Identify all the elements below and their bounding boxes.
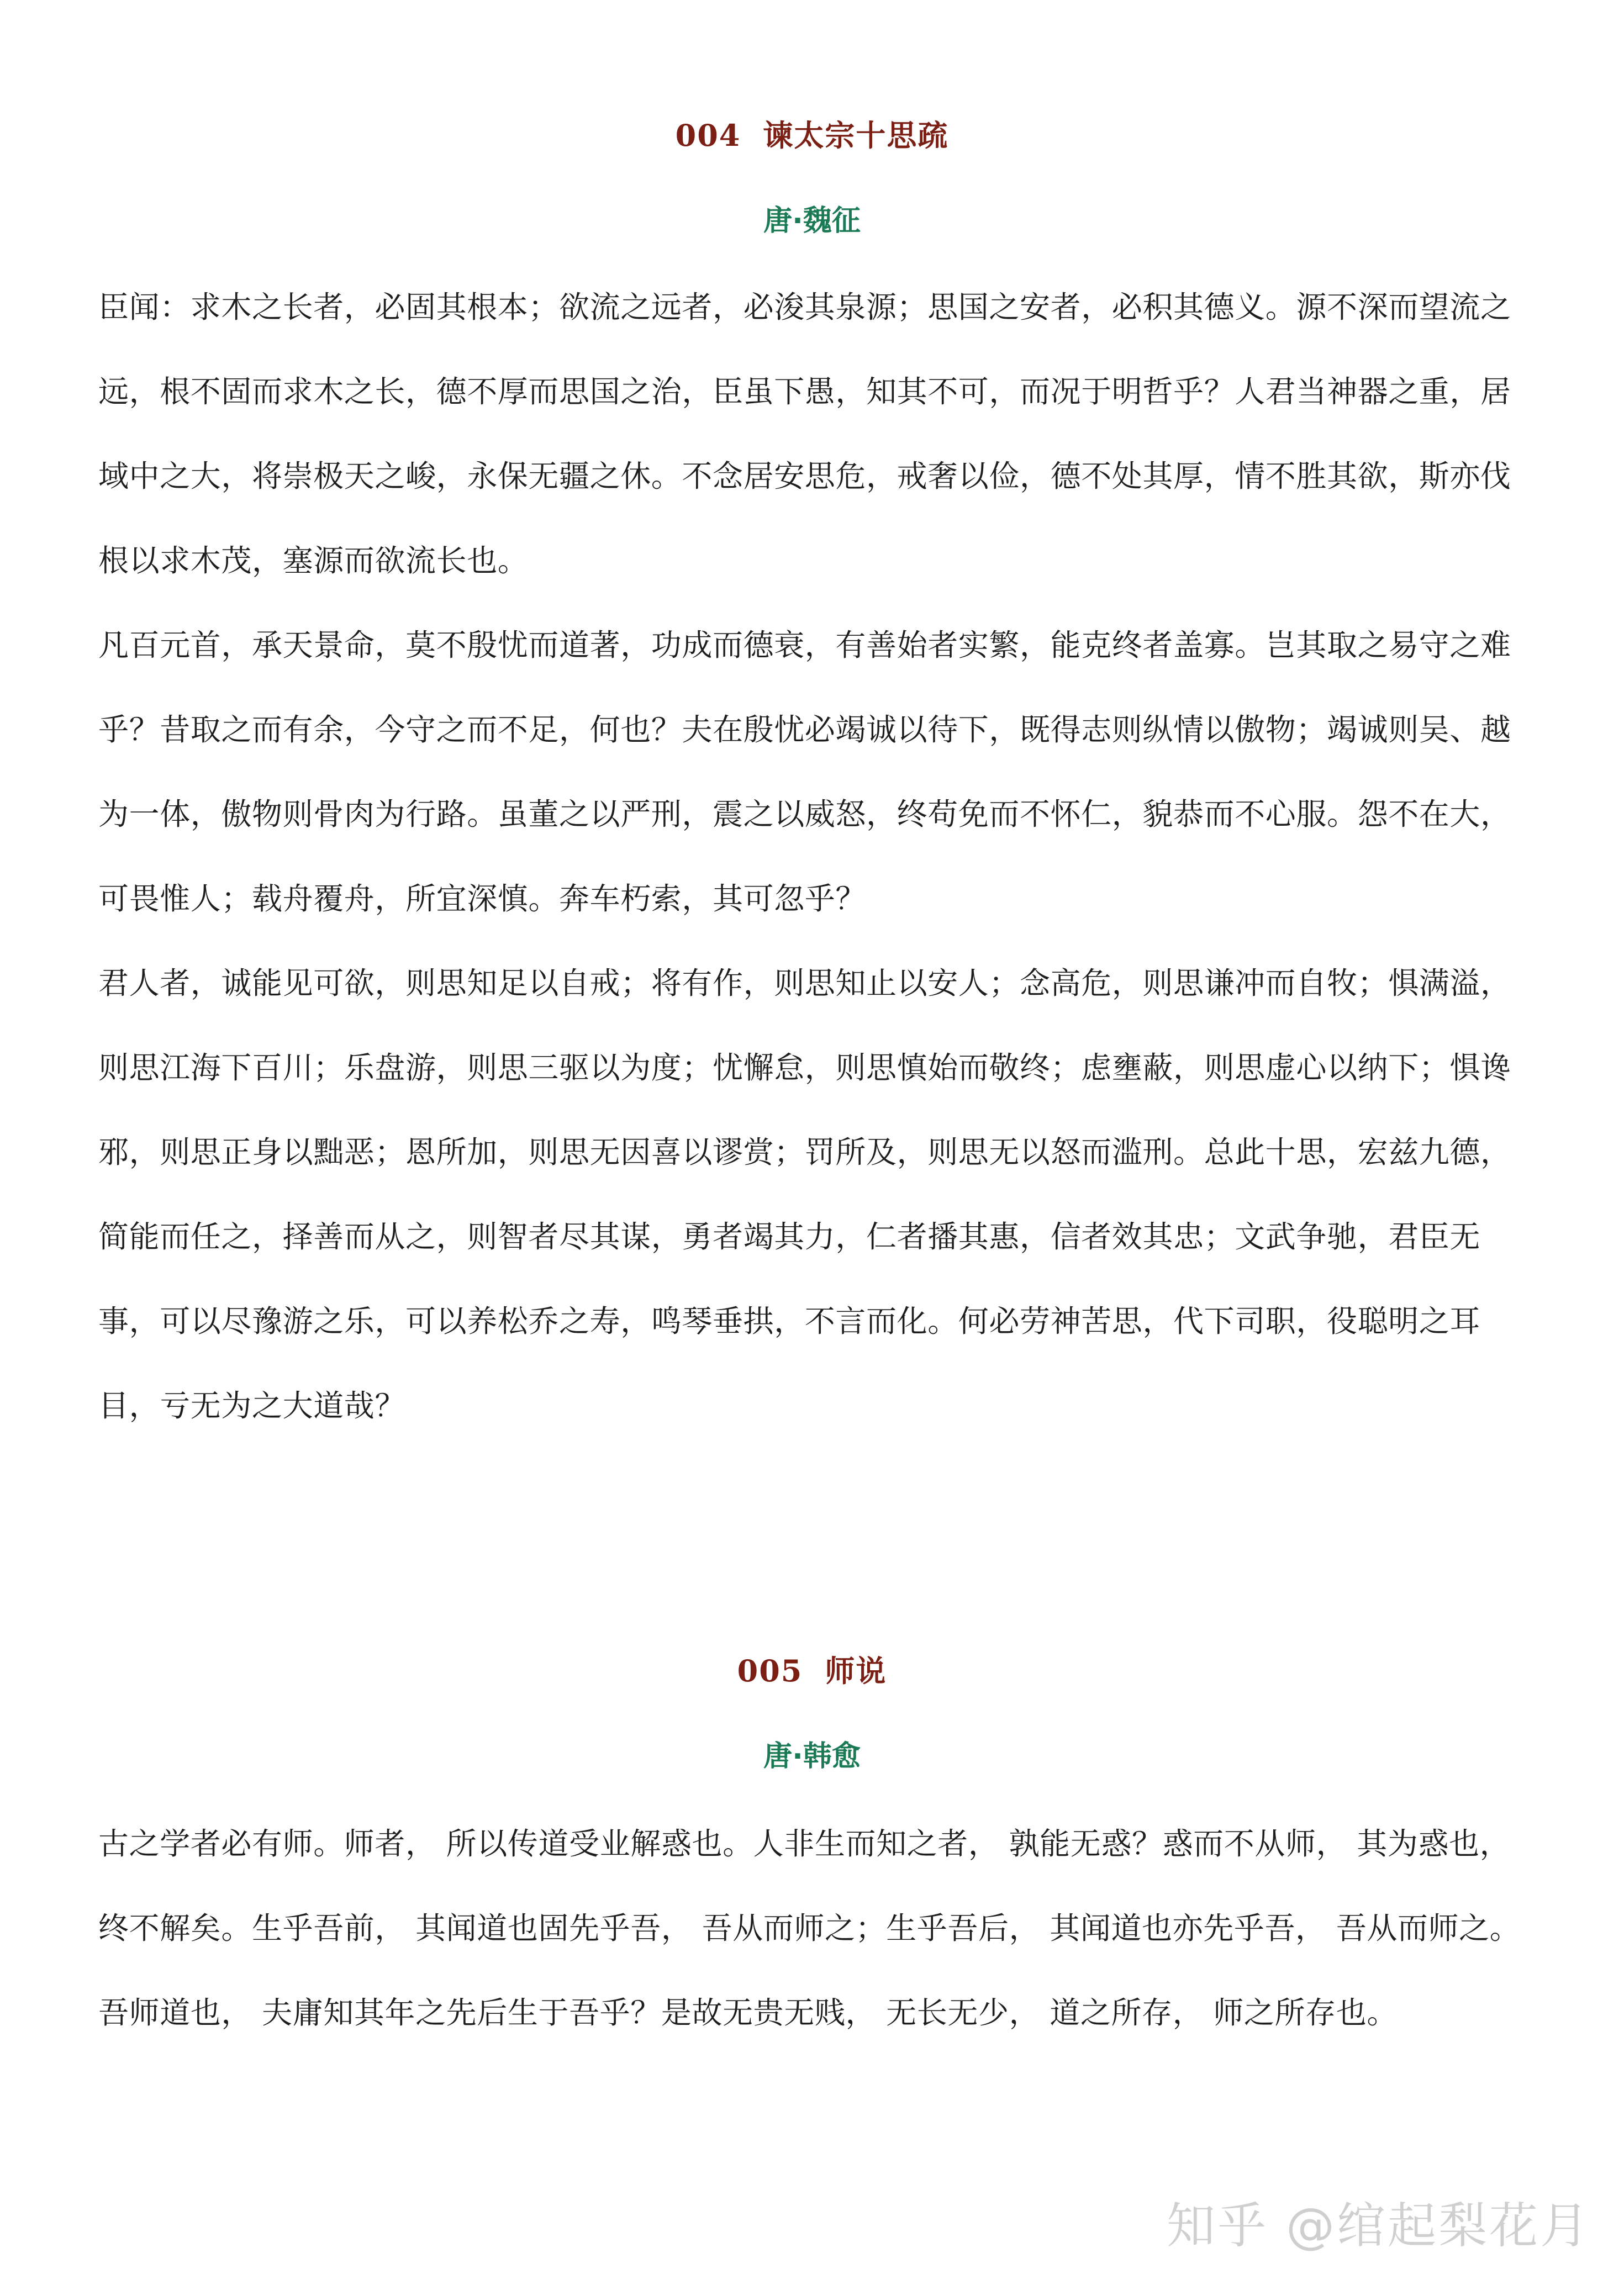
section-number: 005 bbox=[737, 1653, 803, 1689]
section-title bbox=[0, 116, 1624, 155]
section-number: 004 bbox=[675, 118, 741, 153]
section-title-text: 谏太宗十思疏 bbox=[763, 118, 949, 153]
paragraph: 臣闻：求木之长者，必固其根本；欲流之远者，必浚其泉源；思国之安者，必积其德义。源不深而望流之远，根不固而求木之长，德不厚而思国之治，臣虽下愚，知其不可，而况于明哲乎？人君当神器之重，居域中之大，将崇极天之峻，永保无疆之休。不念居安思危，戒奢以俭，德不处其厚，情不胜其欲，斯亦伐根以求木茂，塞源而欲流长也。 bbox=[98, 289, 1511, 578]
section-author: 唐·魏征 bbox=[763, 204, 861, 238]
section-body bbox=[98, 1802, 1537, 2055]
section-title bbox=[0, 1651, 1624, 1690]
section-title-text: 师说 bbox=[825, 1653, 887, 1689]
paragraph: 古之学者必有师。师者， 所以传道受业解惑也。人非生而知之者， 孰能无惑？惑而不从师， 其为惑也， 终不解矣。生乎吾前， 其闻道也固先乎吾， 吾从而师之；生乎吾后， 其闻道也亦先乎吾， 吾从而师之。吾师道也， 夫庸知其年之先后生于吾乎？是故无贵无贱， 无长无少， 道之所存， 师之所存也。 bbox=[98, 1826, 1521, 2030]
section-body bbox=[98, 265, 1537, 1448]
section-author: 唐·韩愈 bbox=[763, 1740, 861, 1773]
paragraph: 君人者，诚能见可欲，则思知足以自戒；将有作，则思知止以安人；念高危，则思谦冲而自牧；惧满溢，则思江海下百川；乐盘游，则思三驱以为度；忧懈怠，则思慎始而敬终；虑壅蔽，则思虚心以纳下；惧谗邪，则思正身以黜恶；恩所加，则思无因喜以谬赏；罚所及，则思无以怒而滥刑。总此十思，宏兹九德，简能而任之，择善而从之，则智者尽其谋，勇者竭其力，仁者播其惠，信者效其忠；文武争驰，君臣无事，可以尽豫游之乐，可以养松乔之寿，鸣琴垂拱，不言而化。何必劳神苦思，代下司职，役聪明之耳目，亏无为之大道哉？ bbox=[98, 965, 1511, 1423]
paragraph: 凡百元首，承天景命，莫不殷忧而道著，功成而德衰，有善始者实繁，能克终者盖寡。岂其取之易守之难乎？昔取之而有余，今守之而不足，何也？夫在殷忧必竭诚以待下，既得志则纵情以傲物；竭诚则吴、越为一体，傲物则骨肉为行路。虽董之以严刑，震之以威怒，终苟免而不怀仁，貌恭而不心服。怨不在大，可畏惟人；载舟覆舟，所宜深慎。奔车朽索，其可忽乎？ bbox=[98, 627, 1511, 916]
watermark: 知乎 @绾起梨花月 bbox=[1167, 2197, 1591, 2254]
